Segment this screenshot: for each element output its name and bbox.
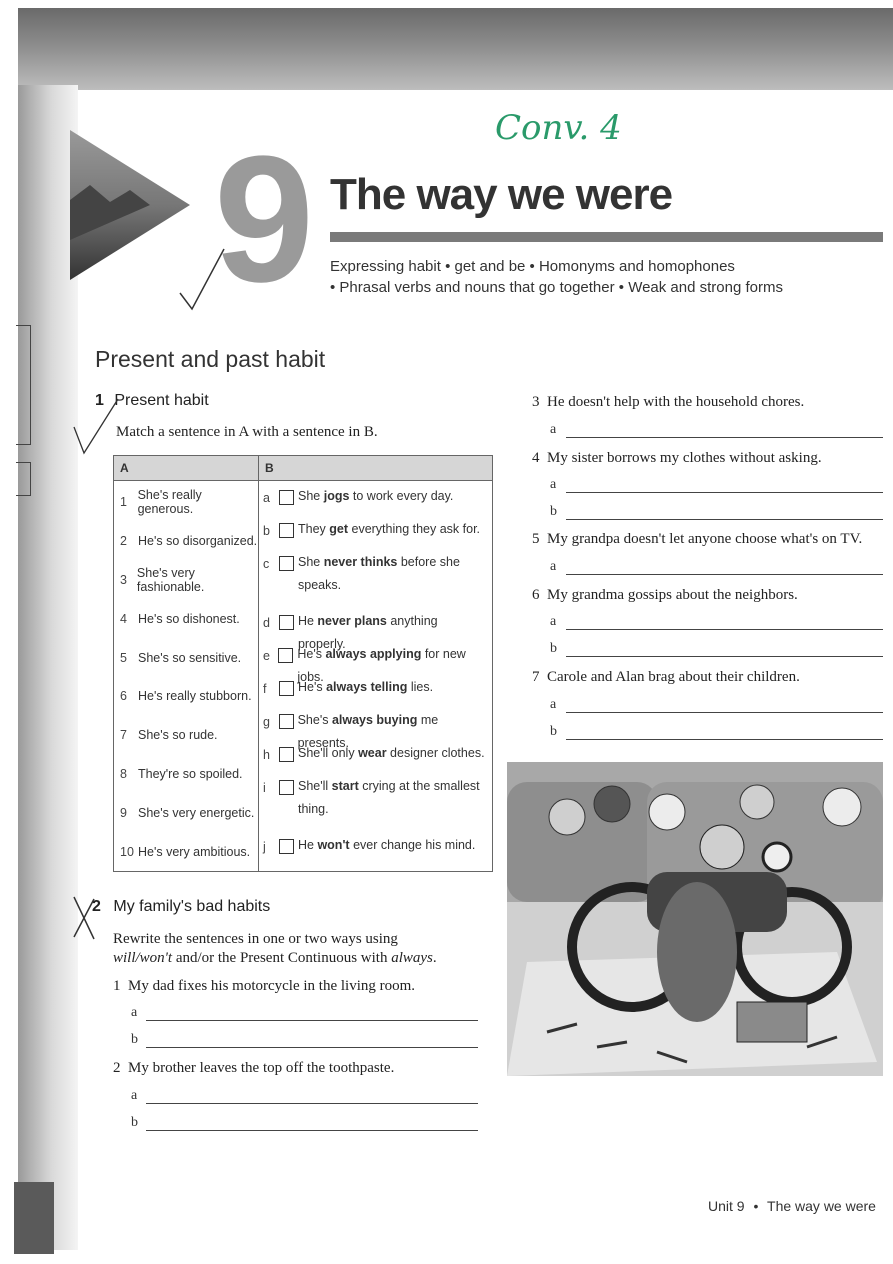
topics-line-1: Expressing habit • get and be • Homonyms and homophones bbox=[330, 258, 735, 275]
b-item: a She jogs to work every day. bbox=[263, 489, 454, 505]
answer-label: a bbox=[550, 614, 557, 629]
answer-line[interactable] bbox=[566, 573, 883, 575]
answer-checkbox[interactable] bbox=[279, 490, 294, 505]
col-a-header: A bbox=[114, 456, 259, 481]
answer-checkbox[interactable] bbox=[278, 648, 293, 663]
topics-line-2: • Phrasal verbs and nouns that go together • Weak and strong forms bbox=[330, 279, 783, 296]
ex2-title: My family's bad habits bbox=[113, 898, 271, 915]
question: 2 My brother leaves the top off the toothpaste. bbox=[113, 1060, 395, 1076]
footer-unit: Unit 9 bbox=[708, 1198, 745, 1214]
question: 1 My dad fixes his motorcycle in the living room. bbox=[113, 978, 416, 994]
a-item: 4 He's so dishonest. bbox=[120, 611, 240, 626]
b-item: c She never thinks before she speaks. bbox=[263, 555, 460, 592]
b-item: f He's always telling lies. bbox=[263, 680, 434, 696]
ex2-instruction-line2: will/won't and/or the Present Continuous with always. bbox=[113, 950, 437, 966]
answer-label: a bbox=[550, 422, 557, 437]
ex1-number: 1 bbox=[95, 392, 104, 409]
answer-label: b bbox=[550, 724, 557, 739]
question: 4 My sister borrows my clothes without asking. bbox=[532, 450, 822, 466]
col-b-header: B bbox=[259, 456, 493, 481]
b-item: g She's always buying me presents. bbox=[263, 713, 439, 750]
a-item: 10 He's very ambitious. bbox=[120, 844, 251, 859]
answer-label: b bbox=[131, 1032, 138, 1047]
question: 3 He doesn't help with the household chores. bbox=[532, 394, 805, 410]
title-bar bbox=[330, 232, 883, 242]
a-item: 3 She's very fashionable. bbox=[120, 565, 205, 594]
answer-checkbox[interactable] bbox=[279, 556, 294, 571]
answer-line[interactable] bbox=[146, 1046, 478, 1048]
answer-line[interactable] bbox=[146, 1019, 478, 1021]
answer-checkbox[interactable] bbox=[279, 780, 294, 795]
footer-title: The way we were bbox=[767, 1198, 876, 1214]
question: 6 My grandma gossips about the neighbors. bbox=[532, 587, 798, 603]
answer-label: a bbox=[131, 1005, 138, 1020]
page-title: The way we were bbox=[330, 170, 673, 219]
ex2-heading bbox=[92, 898, 270, 916]
answer-line[interactable] bbox=[146, 1129, 478, 1131]
answer-checkbox[interactable] bbox=[279, 839, 294, 854]
question: 7 Carole and Alan brag about their children. bbox=[532, 669, 800, 685]
section-title: Present and past habit bbox=[95, 346, 326, 372]
question: 5 My grandpa doesn't let anyone choose what's on TV. bbox=[532, 531, 863, 547]
answer-label: b bbox=[550, 504, 557, 519]
matching-table bbox=[113, 455, 493, 872]
col-b bbox=[259, 481, 493, 872]
landscape-photo bbox=[70, 130, 190, 280]
b-item: h She'll only wear designer clothes. bbox=[263, 746, 485, 762]
answer-checkbox[interactable] bbox=[279, 714, 294, 729]
ex2-instruction bbox=[113, 930, 437, 968]
b-item: i She'll start crying at the smallest thing. bbox=[263, 779, 480, 816]
col-a bbox=[114, 481, 259, 872]
answer-line[interactable] bbox=[566, 655, 883, 657]
answer-checkbox[interactable] bbox=[279, 681, 294, 696]
answer-line[interactable] bbox=[566, 518, 883, 520]
unit-number: 9 bbox=[214, 119, 315, 320]
b-item: j He won't ever change his mind. bbox=[263, 838, 476, 854]
answer-line[interactable] bbox=[566, 436, 883, 438]
family-motorcycle-illustration bbox=[507, 762, 883, 1076]
a-item: 1 She's really generous. bbox=[120, 488, 202, 517]
b-item: e He's always applying for new jobs. bbox=[263, 647, 466, 684]
answer-label: b bbox=[550, 641, 557, 656]
a-item: 7 She's so rude. bbox=[120, 728, 218, 743]
checkmark-icon bbox=[72, 395, 122, 457]
handwritten-note: Conv. 4 bbox=[495, 108, 622, 148]
ex2-instruction-line1: Rewrite the sentences in one or two ways using bbox=[113, 931, 398, 947]
answer-checkbox[interactable] bbox=[279, 523, 294, 538]
answer-line[interactable] bbox=[566, 491, 883, 493]
answer-label: a bbox=[550, 697, 557, 712]
scan-bottom-shadow bbox=[14, 1182, 54, 1254]
a-item: 8 They're so spoiled. bbox=[120, 766, 243, 781]
answer-line[interactable] bbox=[566, 711, 883, 713]
ex1-title: Present habit bbox=[114, 392, 209, 409]
answer-line[interactable] bbox=[566, 628, 883, 630]
footer-separator: • bbox=[753, 1198, 759, 1214]
scan-left-shadow bbox=[18, 85, 78, 1250]
margin-bracket-bottom bbox=[16, 462, 31, 496]
a-item: 9 She's very energetic. bbox=[120, 805, 255, 820]
ex2-number: 2 bbox=[92, 898, 101, 915]
ex1-instruction: Match a sentence in A with a sentence in B. bbox=[116, 424, 378, 440]
b-item: b They get everything they ask for. bbox=[263, 522, 481, 538]
a-item: 2 He's so disorganized. bbox=[120, 534, 258, 549]
margin-bracket-top bbox=[16, 325, 31, 445]
answer-line[interactable] bbox=[146, 1102, 478, 1104]
topics bbox=[330, 256, 783, 298]
answer-checkbox[interactable] bbox=[279, 747, 294, 762]
answer-label: a bbox=[550, 559, 557, 574]
b-item: d He never plans anything properly. bbox=[263, 614, 438, 651]
answer-label: a bbox=[550, 477, 557, 492]
answer-line[interactable] bbox=[566, 738, 883, 740]
a-item: 5 She's so sensitive. bbox=[120, 650, 242, 665]
answer-label: a bbox=[131, 1088, 138, 1103]
page-footer bbox=[708, 1198, 876, 1214]
a-item: 6 He's really stubborn. bbox=[120, 689, 252, 704]
answer-label: b bbox=[131, 1115, 138, 1130]
answer-checkbox[interactable] bbox=[279, 615, 294, 630]
scan-top-shadow bbox=[18, 8, 893, 90]
